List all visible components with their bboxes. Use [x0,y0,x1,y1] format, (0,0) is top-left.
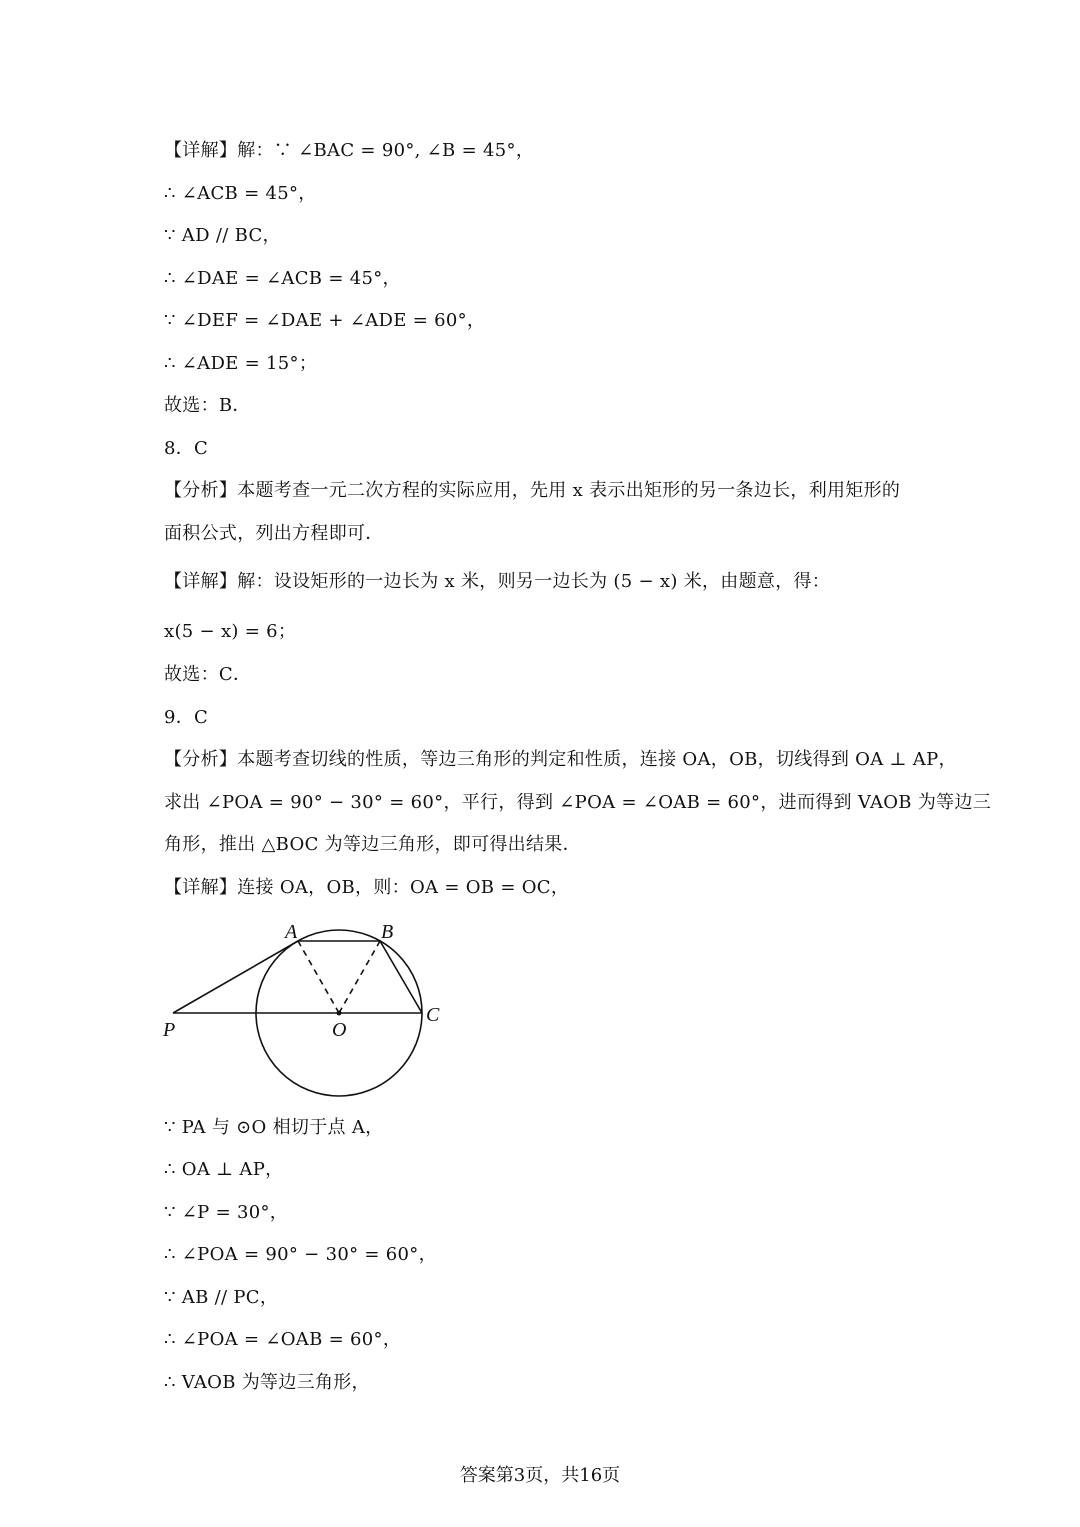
question-answer: 9．C [164,707,209,728]
text-line: ∴ OA ⊥ AP， [164,1159,284,1180]
radius-oa [298,941,339,1013]
text-line: 【分析】本题考查一元二次方程的实际应用，先用 x 表示出矩形的另一条边长，利用矩形的 [164,480,901,501]
text-line: x(5 − x) = 6； [164,621,297,642]
text-line: ∴ ∠ACB = 45°， [164,183,317,204]
radius-ob [339,941,380,1013]
question-answer: 8．C [164,438,209,459]
text-line: ∴ ∠DAE = ∠ACB = 45°， [164,268,401,289]
center-point [337,1011,342,1016]
text-line: 【详解】连接 OA，OB，则：OA = OB = OC， [164,877,570,898]
label-p: P [163,1019,176,1041]
text-line: 面积公式，列出方程即可． [164,523,384,544]
text-line: ∵ ∠P = 30°， [164,1202,289,1223]
geometry-figure [150,915,460,1105]
text-line: 故选：B． [164,395,251,416]
text-line: ∴ ∠ADE = 15°； [164,353,318,374]
label-c: C [426,1004,440,1026]
text-line: 【详解】解：∵ ∠BAC = 90°, ∠B = 45°， [164,140,535,161]
text-line: ∵ PA 与 ⊙O 相切于点 A， [164,1117,384,1138]
text-line: ∵ AD // BC， [164,225,281,246]
text-line: ∴ VAOB 为等边三角形， [164,1372,370,1393]
label-b: B [381,921,394,943]
text-line: ∴ ∠POA = ∠OAB = 60°， [164,1329,402,1350]
text-line: ∵ ∠DEF = ∠DAE + ∠ADE = 60°， [164,310,486,331]
text-line: ∵ AB // PC， [164,1287,279,1308]
tangent-pa [173,941,298,1013]
text-line: 求出 ∠POA = 90° − 30° = 60°，平行，得到 ∠POA = ∠OAB = 60°，进而得到 VAOB 为等边三 [164,792,992,813]
page-footer: 答案第3页，共16页 [459,1465,621,1486]
text-line: 【详解】解：设设矩形的一边长为 x 米，则另一边长为 (5 − x) 米，由题意，得： [164,571,831,592]
label-o: O [332,1019,347,1041]
text-line: 故选：C． [164,664,252,685]
label-a: A [285,921,298,943]
text-line: ∴ ∠POA = 90° − 30° = 60°， [164,1244,437,1265]
text-line: 【分析】本题考查切线的性质，等边三角形的判定和性质，连接 OA，OB，切线得到 OA ⊥ AP， [164,749,957,770]
text-line: 角形，推出 △BOC 为等边三角形，即可得出结果． [164,834,581,855]
segment-bc [380,941,422,1013]
